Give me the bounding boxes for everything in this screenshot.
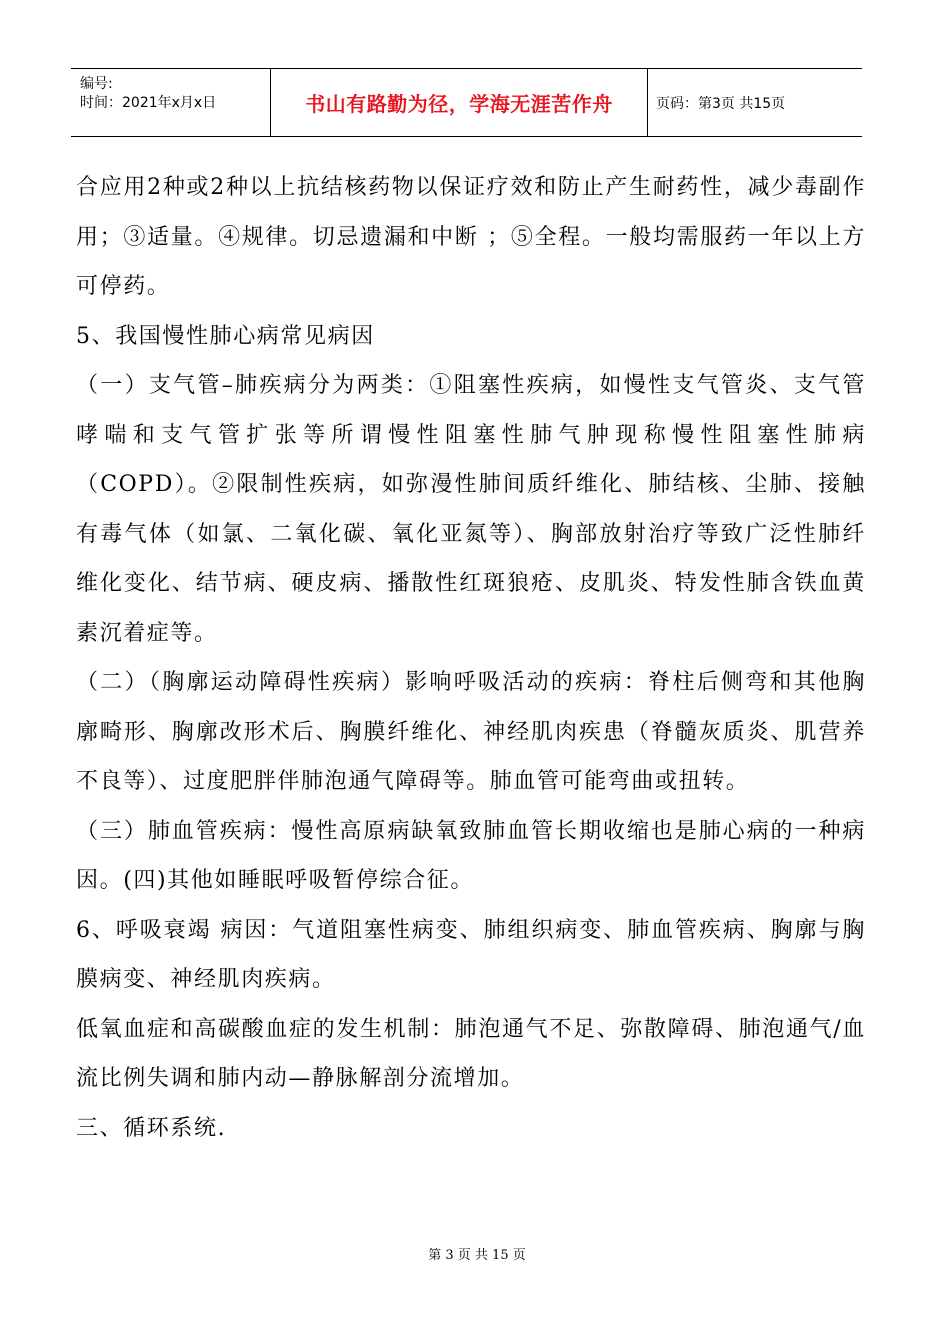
heading-cor-pulmonale-causes: 5、我国慢性肺心病常见病因 [76, 323, 375, 349]
document-time-label: 时间：2021年x月x日 [80, 95, 217, 111]
footer-page-number: 第 3 页 共 15 页 [428, 1248, 526, 1263]
heading-circulatory-system: 三、循环系统. [76, 1115, 227, 1141]
header-page-info: 页码：第3页 共15页 [656, 96, 786, 112]
page-footer [0, 1244, 950, 1263]
paragraph-hypoxemia-mechanism: 低氧血症和高碳酸血症的发生机制：肺泡通气不足、弥散障碍、肺泡通气/血流比例失调和肺内动—静脉解剖分流增加。 [76, 1016, 866, 1091]
document-number-label: 编号: [80, 76, 113, 92]
document-body [76, 163, 866, 1153]
paragraph-bronchial-lung-disease: （一）支气管–肺疾病分为两类：①阻塞性疾病，如慢性支气管炎、支气管哮喘和支气管扩张等所谓慢性阻塞性肺气肿现称慢性阻塞性肺病（COPD）。②限制性疾病，如弥漫性肺间质纤维化、肺结核、尘肺、接触有毒气体（如氯、二氧化碳、氧化亚氮等）、胸部放射治疗等致广泛性肺纤维化变化、结节病、硬皮病、播散性红斑狼疮、皮肌炎、特发性肺含铁血黄素沉着症等。 [76, 373, 866, 646]
paragraph-thoracic-disorders: （二）（胸廓运动障碍性疾病）影响呼吸活动的疾病：脊柱后侧弯和其他胸廓畸形、胸廓改形术后、胸膜纤维化、神经肌肉疾患（脊髓灰质炎、肌营养不良等）、过度肥胖伴肺泡通气障碍等。肺血管可能弯曲或扭转。 [76, 670, 866, 794]
header-motto: 书山有路勤为径，学海无涯苦作舟 [305, 92, 613, 116]
paragraph-respiratory-failure: 6、呼吸衰竭 病因：气道阻塞性病变、肺组织病变、肺血管疾病、胸廓与胸膜病变、神经肌肉疾病。 [76, 917, 866, 992]
page-header [71, 68, 862, 137]
header-motto-cell [271, 69, 648, 136]
header-page-cell [648, 69, 862, 136]
paragraph-pulmonary-vascular: （三）肺血管疾病：慢性高原病缺氧致肺血管长期收缩也是肺心病的一种病因。(四)其他如睡眠呼吸暂停综合征。 [76, 818, 866, 893]
paragraph-tb-treatment: 合应用2种或2种以上抗结核药物以保证疗效和防止产生耐药性，减少毒副作用；③适量。④规律。切忌遗漏和中断 ；⑤全程。一般均需服药一年以上方可停药。 [76, 175, 866, 299]
header-meta-cell [71, 69, 271, 136]
